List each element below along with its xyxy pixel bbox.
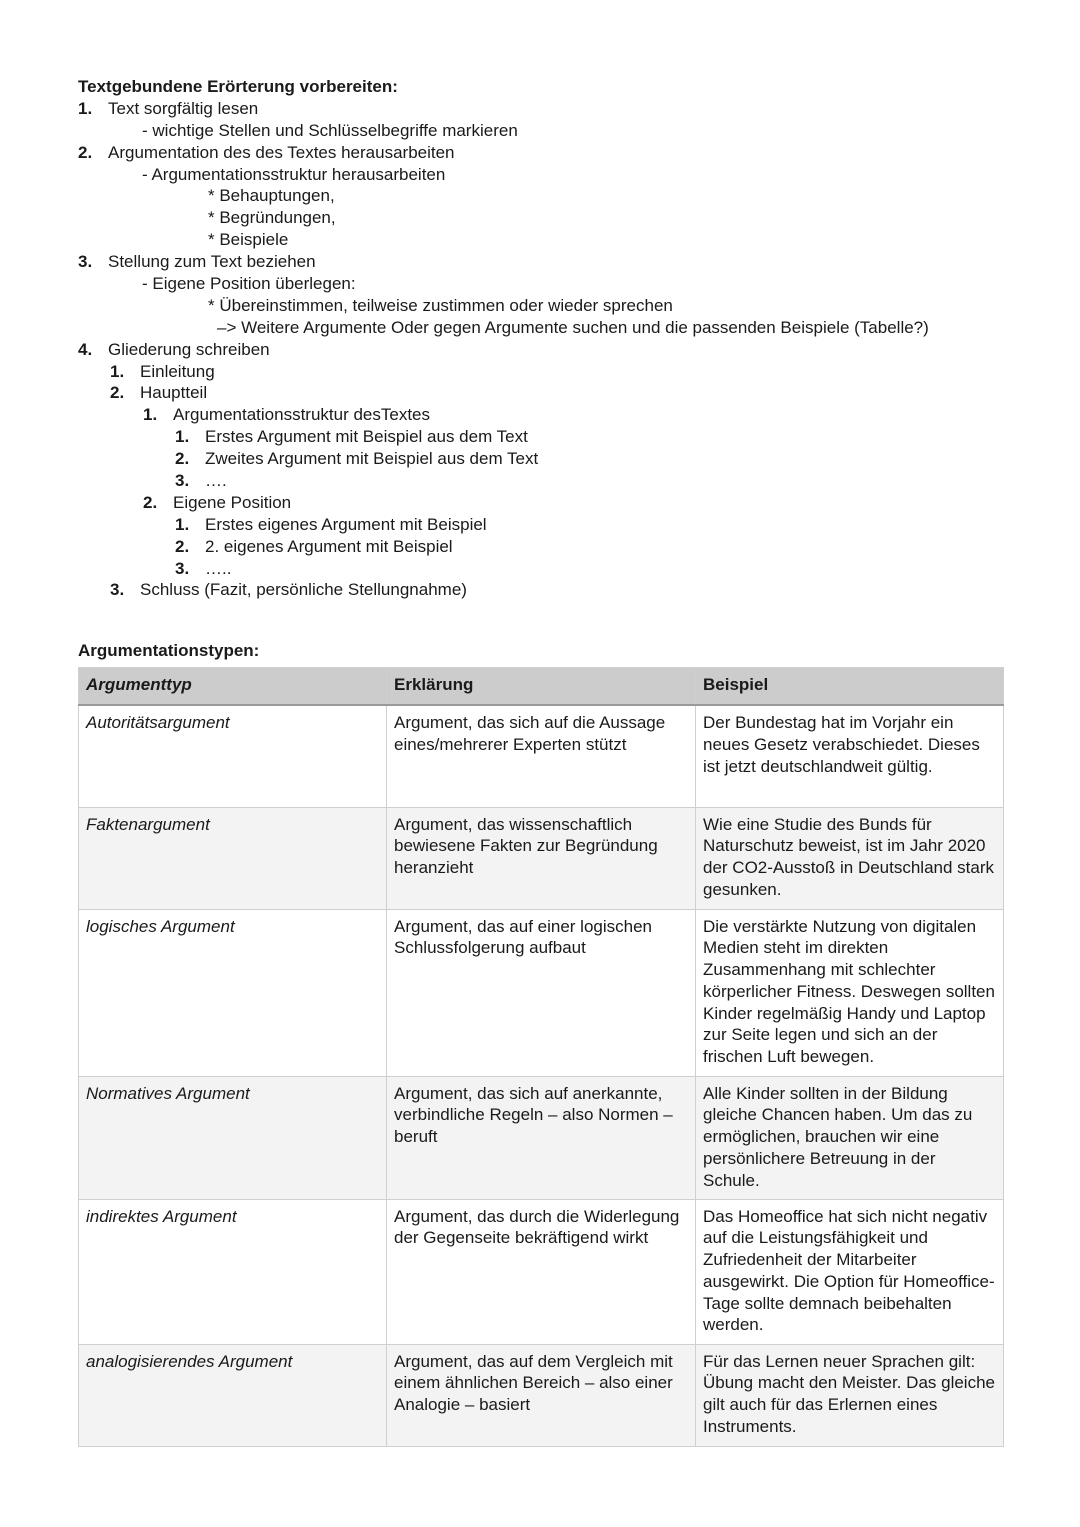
outline-number: 4.: [78, 339, 93, 359]
outline-line: [78, 514, 1003, 536]
outline-line: [78, 295, 1003, 317]
argument-types-table: [78, 667, 1004, 1447]
outline-number: 3.: [175, 558, 190, 578]
outline-number: 1.: [78, 98, 93, 118]
outline-text: - Eigene Position überlegen:: [142, 274, 356, 294]
outline-line: [78, 120, 1003, 142]
cell-argumenttyp: logisches Argument: [79, 909, 387, 1076]
table-row: [79, 1199, 1004, 1344]
table-row: [79, 1344, 1004, 1446]
outline-text: Eigene Position: [173, 492, 292, 512]
outline-line: [78, 426, 1003, 448]
outline-text: * Behauptungen,: [208, 186, 335, 206]
table-row: [79, 705, 1004, 807]
outline-number: 2.: [175, 449, 190, 469]
cell-beispiel: Alle Kinder sollten in der Bildung gleiche Chancen haben. Um das zu ermöglichen, brauchen wir eine persönlichere Betreuung in der Schule.: [696, 1076, 1004, 1199]
outline-number: 2.: [78, 142, 93, 162]
outline-line: [78, 164, 1003, 186]
preparation-list: [78, 98, 1003, 601]
outline-number: 3.: [175, 471, 190, 491]
argument-types-heading: Argumentationstypen:: [78, 641, 260, 661]
outline-line: [78, 185, 1003, 207]
outline-text: Erstes Argument mit Beispiel aus dem Text: [205, 427, 528, 447]
outline-number: 1.: [175, 427, 190, 447]
cell-argumenttyp: indirektes Argument: [79, 1199, 387, 1344]
outline-text: Hauptteil: [140, 383, 208, 403]
outline-line: [78, 470, 1003, 492]
preparation-section: [78, 76, 1003, 661]
cell-erklaerung: Argument, das durch die Widerlegung der Gegenseite bekräftigend wirkt: [387, 1199, 696, 1344]
outline-line: [78, 229, 1003, 251]
outline-text: 2. eigenes Argument mit Beispiel: [205, 536, 453, 556]
outline-number: 3.: [78, 252, 93, 272]
outline-text: * Begründungen,: [208, 208, 336, 228]
outline-text: …..: [205, 558, 232, 578]
outline-number: 1.: [110, 361, 125, 381]
outline-text: Erstes eigenes Argument mit Beispiel: [205, 514, 487, 534]
outline-number: 1.: [175, 514, 190, 534]
cell-erklaerung: Argument, das sich auf anerkannte, verbindliche Regeln – also Normen – beruft: [387, 1076, 696, 1199]
outline-text: * Beispiele: [208, 230, 289, 250]
outline-line: [78, 404, 1003, 426]
outline-line: [78, 273, 1003, 295]
outline-number: 2.: [110, 383, 125, 403]
outline-line: [78, 536, 1003, 558]
cell-erklaerung: Argument, das auf einer logischen Schlussfolgerung aufbaut: [387, 909, 696, 1076]
outline-text: * Übereinstimmen, teilweise zustimmen oder wieder sprechen: [208, 295, 673, 315]
outline-text: Stellung zum Text beziehen: [108, 252, 316, 272]
outline-text: Argumentation des des Textes herausarbeiten: [108, 142, 455, 162]
cell-beispiel: Die verstärkte Nutzung von digitalen Medien steht im direkten Zusammenhang mit schlechter körperlicher Fitness. Deswegen sollten Kinder regelmäßig Handy und Laptop zur Seite legen und sich an der frischen Luft bewegen.: [696, 909, 1004, 1076]
cell-erklaerung: Argument, das wissenschaftlich bewiesene Fakten zur Begründung heranzieht: [387, 807, 696, 909]
outline-line: [78, 251, 1003, 273]
outline-line: [78, 448, 1003, 470]
preparation-heading: Textgebundene Erörterung vorbereiten:: [78, 77, 398, 96]
cell-argumenttyp: Normatives Argument: [79, 1076, 387, 1199]
outline-line: [78, 339, 1003, 361]
outline-line: [78, 142, 1003, 164]
cell-erklaerung: Argument, das sich auf die Aussage eines/mehrerer Experten stützt: [387, 705, 696, 807]
header-argumenttyp: Argumenttyp: [79, 668, 387, 706]
cell-erklaerung: Argument, das auf dem Vergleich mit einem ähnlichen Bereich – also einer Analogie – basiert: [387, 1344, 696, 1446]
cell-argumenttyp: Autoritätsargument: [79, 705, 387, 807]
header-beispiel: Beispiel: [696, 668, 1004, 706]
cell-beispiel: Wie eine Studie des Bunds für Naturschutz beweist, ist im Jahr 2020 der CO2-Ausstoß in Deutschland stark gesunken.: [696, 807, 1004, 909]
outline-text: –> Weitere Argumente Oder gegen Argumente suchen und die passenden Beispiele (Tabelle?): [217, 317, 929, 337]
table-row: [79, 807, 1004, 909]
outline-text: - wichtige Stellen und Schlüsselbegriffe markieren: [142, 120, 518, 140]
outline-line: [78, 98, 1003, 120]
outline-line: [78, 207, 1003, 229]
outline-line: [78, 382, 1003, 404]
outline-text: Zweites Argument mit Beispiel aus dem Text: [205, 449, 539, 469]
outline-number: 1.: [143, 405, 158, 425]
outline-line: [78, 317, 1003, 339]
header-erklaerung: Erklärung: [387, 668, 696, 706]
cell-argumenttyp: Faktenargument: [79, 807, 387, 909]
outline-number: 3.: [110, 580, 125, 600]
outline-number: 2.: [143, 492, 158, 512]
cell-beispiel: Der Bundestag hat im Vorjahr ein neues Gesetz verabschiedet. Dieses ist jetzt deutschlandweit gültig.: [696, 705, 1004, 807]
outline-text: Argumentationsstruktur desTextes: [173, 405, 431, 425]
outline-text: ….: [205, 471, 227, 491]
outline-number: 2.: [175, 536, 190, 556]
outline-line: [78, 579, 1003, 601]
cell-argumenttyp: analogisierendes Argument: [79, 1344, 387, 1446]
outline-line: [78, 492, 1003, 514]
outline-text: Text sorgfältig lesen: [108, 98, 259, 118]
outline-text: Gliederung schreiben: [108, 339, 270, 359]
table-row: [79, 1076, 1004, 1199]
outline-text: Einleitung: [140, 361, 215, 381]
table-header-row: [79, 668, 1004, 706]
outline-line: [78, 558, 1003, 580]
cell-beispiel: Das Homeoffice hat sich nicht negativ auf die Leistungsfähigkeit und Zufriedenheit der Mitarbeiter ausgewirkt. Die Option für Homeoffice-Tage sollte demnach beibehalten werden.: [696, 1199, 1004, 1344]
outline-text: Schluss (Fazit, persönliche Stellungnahme): [140, 580, 467, 600]
outline-text: - Argumentationsstruktur herausarbeiten: [142, 164, 446, 184]
table-row: [79, 909, 1004, 1076]
outline-line: [78, 361, 1003, 383]
cell-beispiel: Für das Lernen neuer Sprachen gilt: Übung macht den Meister. Das gleiche gilt auch für das Erlernen eines Instruments.: [696, 1344, 1004, 1446]
